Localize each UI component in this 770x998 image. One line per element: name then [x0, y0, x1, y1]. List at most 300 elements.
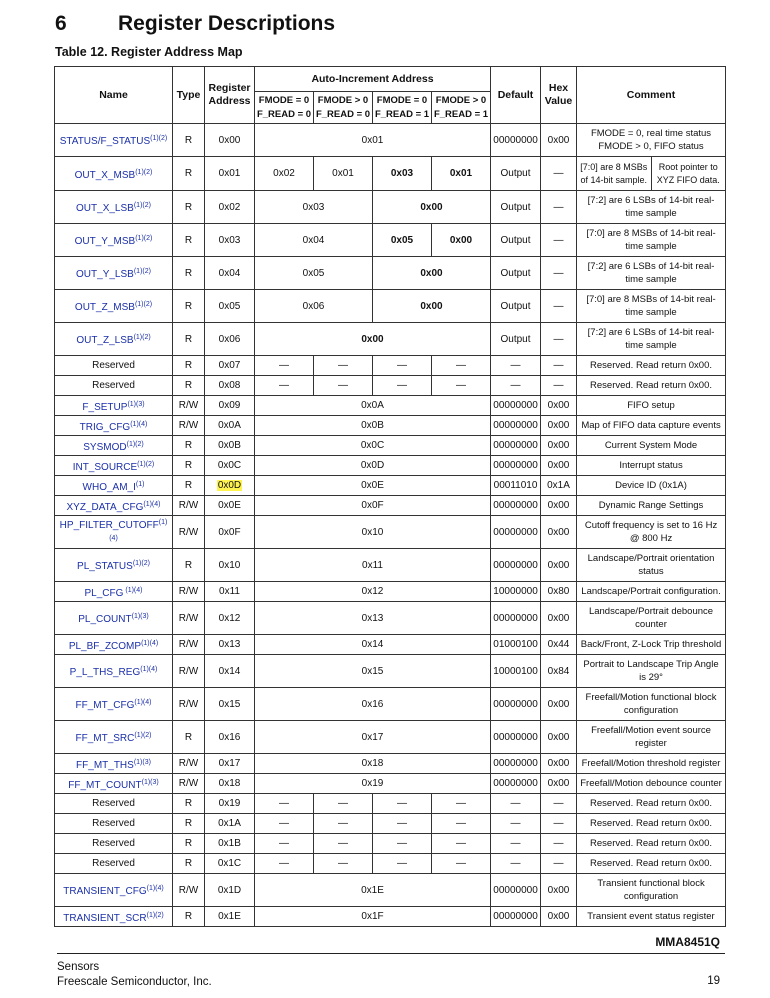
- header-sub-fmodegt0-fread1: FMODE > 0 F_READ = 1: [432, 92, 491, 124]
- table-row: [55, 516, 726, 549]
- comment-cell: [577, 436, 726, 456]
- register-name-link[interactable]: [63, 913, 163, 924]
- highlighted-address: 0x0D: [217, 480, 242, 491]
- hex-value: —: [541, 794, 577, 814]
- register-name-cell[interactable]: [55, 721, 173, 754]
- default-value: 00000000: [491, 907, 541, 927]
- register-name-link[interactable]: [70, 667, 158, 678]
- hex-value: 0x00: [541, 874, 577, 907]
- auto-increment-address: 0x19: [255, 774, 491, 794]
- comment-cell: [577, 549, 726, 582]
- footnote-refs: (1)(2): [133, 268, 151, 275]
- auto-increment-address: 0x0B: [255, 416, 491, 436]
- register-name-cell[interactable]: [55, 496, 173, 516]
- header-auto-increment: Auto-Increment Address: [255, 67, 491, 92]
- comment-cell: [577, 224, 726, 257]
- register-address: 0x10: [205, 549, 255, 582]
- register-address: 0x13: [205, 635, 255, 655]
- auto-increment-address: —: [314, 834, 373, 854]
- register-name-cell[interactable]: [55, 416, 173, 436]
- comment-cell: [577, 456, 726, 476]
- auto-increment-address: —: [373, 854, 432, 874]
- register-name: FF_MT_COUNT: [68, 779, 142, 791]
- table-row: [55, 794, 726, 814]
- register-name-cell[interactable]: [55, 688, 173, 721]
- comment-cell: [577, 794, 726, 814]
- auto-increment-address: —: [432, 814, 491, 834]
- register-address: 0x15: [205, 688, 255, 721]
- register-name: PL_CFG: [84, 587, 124, 599]
- auto-increment-address: 0x00: [373, 290, 491, 323]
- comment-line: [7:2] are 6 LSBs of 14-bit real-time sample: [587, 327, 715, 351]
- hex-value: —: [541, 157, 577, 191]
- auto-increment-address: —: [314, 794, 373, 814]
- table-row: [55, 907, 726, 927]
- register-type: R: [173, 794, 205, 814]
- register-name-cell[interactable]: [55, 516, 173, 549]
- default-value: 10000100: [491, 655, 541, 688]
- register-name-cell[interactable]: [55, 874, 173, 907]
- comment-line: Reserved. Read return 0x00.: [590, 838, 712, 849]
- hex-value: —: [541, 224, 577, 257]
- table-row: [55, 356, 726, 376]
- footnote-refs: (1)(4): [143, 500, 161, 508]
- register-type: R: [173, 476, 205, 496]
- hex-value: —: [541, 356, 577, 376]
- register-name-cell[interactable]: [55, 124, 173, 157]
- document-code: MMA8451Q: [655, 935, 720, 949]
- default-value: 00000000: [491, 456, 541, 476]
- comment-line: Cutoff frequency is set to 16 Hz @ 800 Hz: [584, 520, 718, 544]
- table-row: [55, 376, 726, 396]
- register-address: [205, 476, 255, 496]
- register-address: 0x19: [205, 794, 255, 814]
- hex-value: 0x00: [541, 456, 577, 476]
- register-name-cell[interactable]: [55, 323, 173, 356]
- register-type: R/W: [173, 635, 205, 655]
- register-address: 0x06: [205, 323, 255, 356]
- register-name-link[interactable]: [82, 402, 144, 413]
- auto-increment-address: 0x00: [373, 191, 491, 224]
- auto-increment-address: 0x00: [373, 257, 491, 290]
- default-value: 10000000: [491, 582, 541, 602]
- footnote-refs: (1)(2): [126, 440, 144, 448]
- footnote-refs: (1)(2): [134, 301, 153, 308]
- register-name-cell[interactable]: [55, 774, 173, 794]
- comment-cell: [577, 688, 726, 721]
- register-name-link[interactable]: [69, 641, 158, 652]
- auto-increment-address: 0x06: [255, 290, 373, 323]
- register-name-link[interactable]: [63, 886, 163, 897]
- footnote-refs: (1)(2): [133, 334, 151, 341]
- register-name-link[interactable]: [68, 780, 158, 791]
- register-type: R/W: [173, 754, 205, 774]
- auto-increment-address: —: [373, 814, 432, 834]
- register-name-link[interactable]: [67, 502, 161, 513]
- register-name: PL_COUNT: [78, 614, 132, 625]
- register-type: R: [173, 436, 205, 456]
- comment-cell: [577, 721, 726, 754]
- register-type: R: [173, 124, 205, 157]
- register-address: 0x0F: [205, 516, 255, 549]
- footer-company: Freescale Semiconductor, Inc.: [57, 976, 212, 988]
- register-name-link[interactable]: [78, 614, 148, 625]
- table-row: [55, 290, 726, 323]
- register-address: 0x05: [205, 290, 255, 323]
- default-value: Output: [491, 224, 541, 257]
- register-address: 0x00: [205, 124, 255, 157]
- default-value: —: [491, 794, 541, 814]
- register-address: 0x01: [205, 157, 255, 191]
- auto-increment-address: 0x13: [255, 602, 491, 635]
- register-name-link[interactable]: [75, 733, 151, 744]
- table-row: [55, 774, 726, 794]
- register-name-link[interactable]: [75, 700, 151, 711]
- section-title: Register Descriptions: [118, 12, 336, 35]
- hex-value: 0x1A: [541, 476, 577, 496]
- table-row: [55, 549, 726, 582]
- hex-value: —: [541, 814, 577, 834]
- default-value: 01000100: [491, 635, 541, 655]
- comment-cell: [577, 416, 726, 436]
- default-value: 00000000: [491, 396, 541, 416]
- auto-increment-address: 0x01: [255, 124, 491, 157]
- register-name-cell[interactable]: [55, 224, 173, 257]
- register-address-map-table: [54, 66, 726, 927]
- register-name: TRANSIENT_SCR: [63, 912, 147, 924]
- register-name-link[interactable]: [77, 561, 150, 572]
- register-name-cell[interactable]: [55, 191, 173, 224]
- register-name-cell[interactable]: [55, 257, 173, 290]
- register-type: R: [173, 854, 205, 874]
- table-row: [55, 476, 726, 496]
- header-sub-fmodegt0-fread0: FMODE > 0 F_READ = 0: [314, 92, 373, 124]
- hex-value: 0x00: [541, 549, 577, 582]
- table-row: [55, 157, 726, 191]
- comment-cell: [577, 191, 726, 224]
- register-address: 0x17: [205, 754, 255, 774]
- register-name-cell[interactable]: [55, 582, 173, 602]
- comment-line: [7:2] are 6 LSBs of 14-bit real-time sample: [587, 261, 715, 285]
- hex-value: 0x00: [541, 907, 577, 927]
- footnote-refs: (1)(3): [131, 613, 149, 620]
- comment-line: Landscape/Portrait configuration.: [581, 586, 721, 597]
- header-register-address: Register Address: [205, 67, 255, 124]
- comment-line: Dynamic Range Settings: [598, 500, 704, 511]
- footnote-refs: (1)(2): [135, 168, 153, 176]
- register-address: 0x0A: [205, 416, 255, 436]
- register-name-link[interactable]: [75, 236, 153, 247]
- header-sub-fmode0-fread1: FMODE = 0 F_READ = 1: [373, 92, 432, 124]
- register-type: R/W: [173, 602, 205, 635]
- default-value: —: [491, 376, 541, 396]
- table-row: [55, 814, 726, 834]
- comment-line: Device ID (0x1A): [615, 480, 687, 491]
- comment-line: Reserved. Read return 0x00.: [590, 798, 712, 809]
- footnote-refs: (1)(2): [137, 460, 155, 468]
- register-type: R/W: [173, 655, 205, 688]
- comment-cell: [577, 602, 726, 635]
- auto-increment-address: 0x12: [255, 582, 491, 602]
- table-row: [55, 323, 726, 356]
- auto-increment-address: —: [314, 854, 373, 874]
- register-address: 0x07: [205, 356, 255, 376]
- register-name: FF_MT_THS: [76, 759, 134, 771]
- register-name-cell[interactable]: [55, 456, 173, 476]
- table-row: [55, 874, 726, 907]
- comment-line: Freefall/Motion functional block configuration: [585, 692, 717, 716]
- hex-value: 0x00: [541, 416, 577, 436]
- register-type: R: [173, 290, 205, 323]
- register-name: PL_BF_ZCOMP: [68, 640, 142, 652]
- comment-line: FMODE = 0, real time status: [590, 128, 712, 139]
- register-name-cell[interactable]: [55, 290, 173, 323]
- comment-line: [7:0] are 8 MSBs of 14-bit real-time sample: [586, 294, 716, 318]
- register-name-cell[interactable]: [55, 157, 173, 191]
- comment-cell: [577, 655, 726, 688]
- footer-left: [57, 960, 212, 990]
- footnote-refs: (1)(4): [123, 586, 143, 594]
- register-name: STATUS/F_STATUS: [59, 136, 151, 147]
- comment-line: Transient functional block configuration: [597, 878, 705, 902]
- register-type: R: [173, 224, 205, 257]
- auto-increment-address: 0x00: [432, 224, 491, 257]
- footnote-refs: (1)(2): [146, 911, 164, 919]
- auto-increment-address: 0x10: [255, 516, 491, 549]
- comment-cell: [577, 635, 726, 655]
- register-name: OUT_Y_MSB: [74, 236, 136, 247]
- comment-line: Reserved. Read return 0x00.: [590, 858, 712, 869]
- comment-cell: [577, 754, 726, 774]
- register-name-cell[interactable]: [55, 754, 173, 774]
- auto-increment-address: —: [314, 814, 373, 834]
- default-value: —: [491, 356, 541, 376]
- register-name-link[interactable]: [80, 422, 148, 433]
- register-address: 0x09: [205, 396, 255, 416]
- comment-line: Landscape/Portrait debounce counter: [588, 606, 714, 630]
- table-row: [55, 688, 726, 721]
- register-address: 0x1E: [205, 907, 255, 927]
- default-value: Output: [491, 191, 541, 224]
- register-type: R/W: [173, 774, 205, 794]
- register-name: FF_MT_SRC: [75, 733, 135, 744]
- register-name: OUT_Z_MSB: [74, 302, 135, 313]
- section-heading: [55, 12, 335, 36]
- register-name-cell[interactable]: [55, 549, 173, 582]
- hex-value: 0x84: [541, 655, 577, 688]
- header-comment: Comment: [577, 67, 726, 124]
- comment-line: Current System Mode: [604, 440, 698, 451]
- comment-cell: [577, 376, 726, 396]
- table-row: [55, 416, 726, 436]
- table-row: [55, 721, 726, 754]
- comment-line: Interrupt status: [619, 460, 683, 471]
- register-name-cell: Reserved: [55, 854, 173, 874]
- register-address: 0x04: [205, 257, 255, 290]
- register-address: 0x1D: [205, 874, 255, 907]
- register-type: R: [173, 191, 205, 224]
- register-address: 0x18: [205, 774, 255, 794]
- footer-divider: [57, 953, 725, 954]
- auto-increment-address: —: [432, 854, 491, 874]
- auto-increment-address: 0x0F: [255, 496, 491, 516]
- auto-increment-address: 0x15: [255, 655, 491, 688]
- register-name: PL_STATUS: [77, 561, 133, 572]
- default-value: 00000000: [491, 549, 541, 582]
- comment-cell: [577, 582, 726, 602]
- auto-increment-address: 0x03: [373, 157, 432, 191]
- table-row: [55, 224, 726, 257]
- auto-increment-address: 0x0A: [255, 396, 491, 416]
- register-name-link[interactable]: [85, 588, 143, 599]
- register-type: R/W: [173, 582, 205, 602]
- register-name-cell[interactable]: [55, 602, 173, 635]
- auto-increment-address: —: [255, 854, 314, 874]
- register-name: INT_SOURCE: [72, 461, 138, 473]
- register-address: 0x11: [205, 582, 255, 602]
- register-name-link[interactable]: [60, 520, 168, 547]
- register-type: R: [173, 907, 205, 927]
- register-name-link[interactable]: [76, 335, 150, 346]
- comment-line: Freefall/Motion event source register: [591, 725, 711, 749]
- default-value: 00000000: [491, 721, 541, 754]
- footnote-refs: (1)(4): [130, 420, 148, 428]
- register-name-link[interactable]: [75, 170, 153, 181]
- register-name-link[interactable]: [73, 462, 155, 473]
- default-value: 00000000: [491, 874, 541, 907]
- register-name-cell[interactable]: [55, 396, 173, 416]
- table-row: [55, 191, 726, 224]
- hex-value: —: [541, 323, 577, 356]
- footnote-refs: (1)(3): [141, 778, 159, 786]
- table-row: [55, 635, 726, 655]
- hex-value: 0x00: [541, 721, 577, 754]
- comment-line: Landscape/Portrait orientation status: [587, 553, 715, 577]
- comment-line: Reserved. Read return 0x00.: [590, 818, 712, 829]
- register-name-link[interactable]: [60, 136, 168, 147]
- comment-line: Reserved. Read return 0x00.: [590, 360, 712, 371]
- register-name-link[interactable]: [76, 269, 151, 280]
- auto-increment-address: 0x00: [255, 323, 491, 356]
- page-number: 19: [707, 975, 720, 987]
- hex-value: 0x00: [541, 124, 577, 157]
- auto-increment-address: 0x01: [314, 157, 373, 191]
- footnote-refs: (1)(2): [132, 560, 150, 567]
- table-row: [55, 436, 726, 456]
- register-address: 0x1B: [205, 834, 255, 854]
- comment-cell: [577, 124, 726, 157]
- register-name-link[interactable]: [76, 203, 151, 214]
- comment-part: [7:0] are 8 MSBs of 14-bit sample.: [577, 157, 652, 190]
- register-name-link[interactable]: [75, 302, 152, 313]
- header-hex-value: Hex Value: [541, 67, 577, 124]
- auto-increment-address: —: [432, 356, 491, 376]
- auto-increment-address: —: [255, 794, 314, 814]
- auto-increment-address: —: [432, 834, 491, 854]
- comment-cell: [577, 907, 726, 927]
- register-name-cell[interactable]: [55, 907, 173, 927]
- register-name: P_L_THS_REG: [69, 667, 141, 678]
- hex-value: 0x00: [541, 688, 577, 721]
- footnote-refs: (1)(2): [134, 732, 152, 739]
- register-address: 0x1C: [205, 854, 255, 874]
- register-name-cell: Reserved: [55, 834, 173, 854]
- auto-increment-address: —: [314, 376, 373, 396]
- default-value: 00000000: [491, 602, 541, 635]
- table-caption: Table 12. Register Address Map: [55, 45, 243, 59]
- register-type: R: [173, 157, 205, 191]
- register-address: 0x14: [205, 655, 255, 688]
- default-value: —: [491, 854, 541, 874]
- register-name-link[interactable]: [83, 442, 143, 453]
- comment-line: [7:2] are 6 LSBs of 14-bit real-time sample: [587, 195, 715, 219]
- register-name: TRANSIENT_CFG: [63, 886, 147, 897]
- default-value: 00000000: [491, 436, 541, 456]
- comment-line: Transient event status register: [587, 911, 715, 922]
- comment-cell: [577, 834, 726, 854]
- comment-line: FMODE > 0, FIFO status: [598, 141, 704, 152]
- register-type: R: [173, 257, 205, 290]
- register-type: R/W: [173, 874, 205, 907]
- table-row: [55, 257, 726, 290]
- header-default: Default: [491, 67, 541, 124]
- register-name-cell: Reserved: [55, 814, 173, 834]
- footnote-refs: (1)(2): [133, 202, 151, 209]
- register-name-cell[interactable]: [55, 436, 173, 456]
- footer-category: Sensors: [57, 961, 100, 973]
- comment-cell: [577, 814, 726, 834]
- register-type: R: [173, 323, 205, 356]
- hex-value: 0x80: [541, 582, 577, 602]
- default-value: 00000000: [491, 124, 541, 157]
- default-value: 00011010: [491, 476, 541, 496]
- header-type: Type: [173, 67, 205, 124]
- register-name: OUT_X_LSB: [76, 203, 134, 214]
- auto-increment-address: 0x05: [373, 224, 432, 257]
- register-name-cell[interactable]: [55, 655, 173, 688]
- auto-increment-address: —: [373, 794, 432, 814]
- register-type: R/W: [173, 416, 205, 436]
- default-value: Output: [491, 290, 541, 323]
- register-name-cell[interactable]: [55, 476, 173, 496]
- register-address: 0x08: [205, 376, 255, 396]
- register-type: R/W: [173, 688, 205, 721]
- auto-increment-address: 0x14: [255, 635, 491, 655]
- comment-line: Portrait to Landscape Trip Angle is 29°: [583, 659, 719, 683]
- hex-value: 0x00: [541, 396, 577, 416]
- register-address: 0x12: [205, 602, 255, 635]
- comment-cell: [577, 157, 726, 191]
- comment-cell: [577, 516, 726, 549]
- auto-increment-address: —: [373, 356, 432, 376]
- register-name-cell[interactable]: [55, 635, 173, 655]
- table-row: [55, 496, 726, 516]
- hex-value: —: [541, 257, 577, 290]
- comment-line: Freefall/Motion debounce counter: [580, 778, 722, 789]
- default-value: 00000000: [491, 516, 541, 549]
- register-name-link[interactable]: [83, 482, 145, 493]
- comment-cell: [577, 874, 726, 907]
- comment-cell: [577, 323, 726, 356]
- auto-increment-address: —: [432, 376, 491, 396]
- auto-increment-address: 0x04: [255, 224, 373, 257]
- register-type: R/W: [173, 516, 205, 549]
- register-type: R: [173, 721, 205, 754]
- register-name-link[interactable]: [76, 760, 151, 771]
- hex-value: 0x00: [541, 754, 577, 774]
- register-type: R: [173, 549, 205, 582]
- footnote-refs: (1)(4): [134, 699, 152, 706]
